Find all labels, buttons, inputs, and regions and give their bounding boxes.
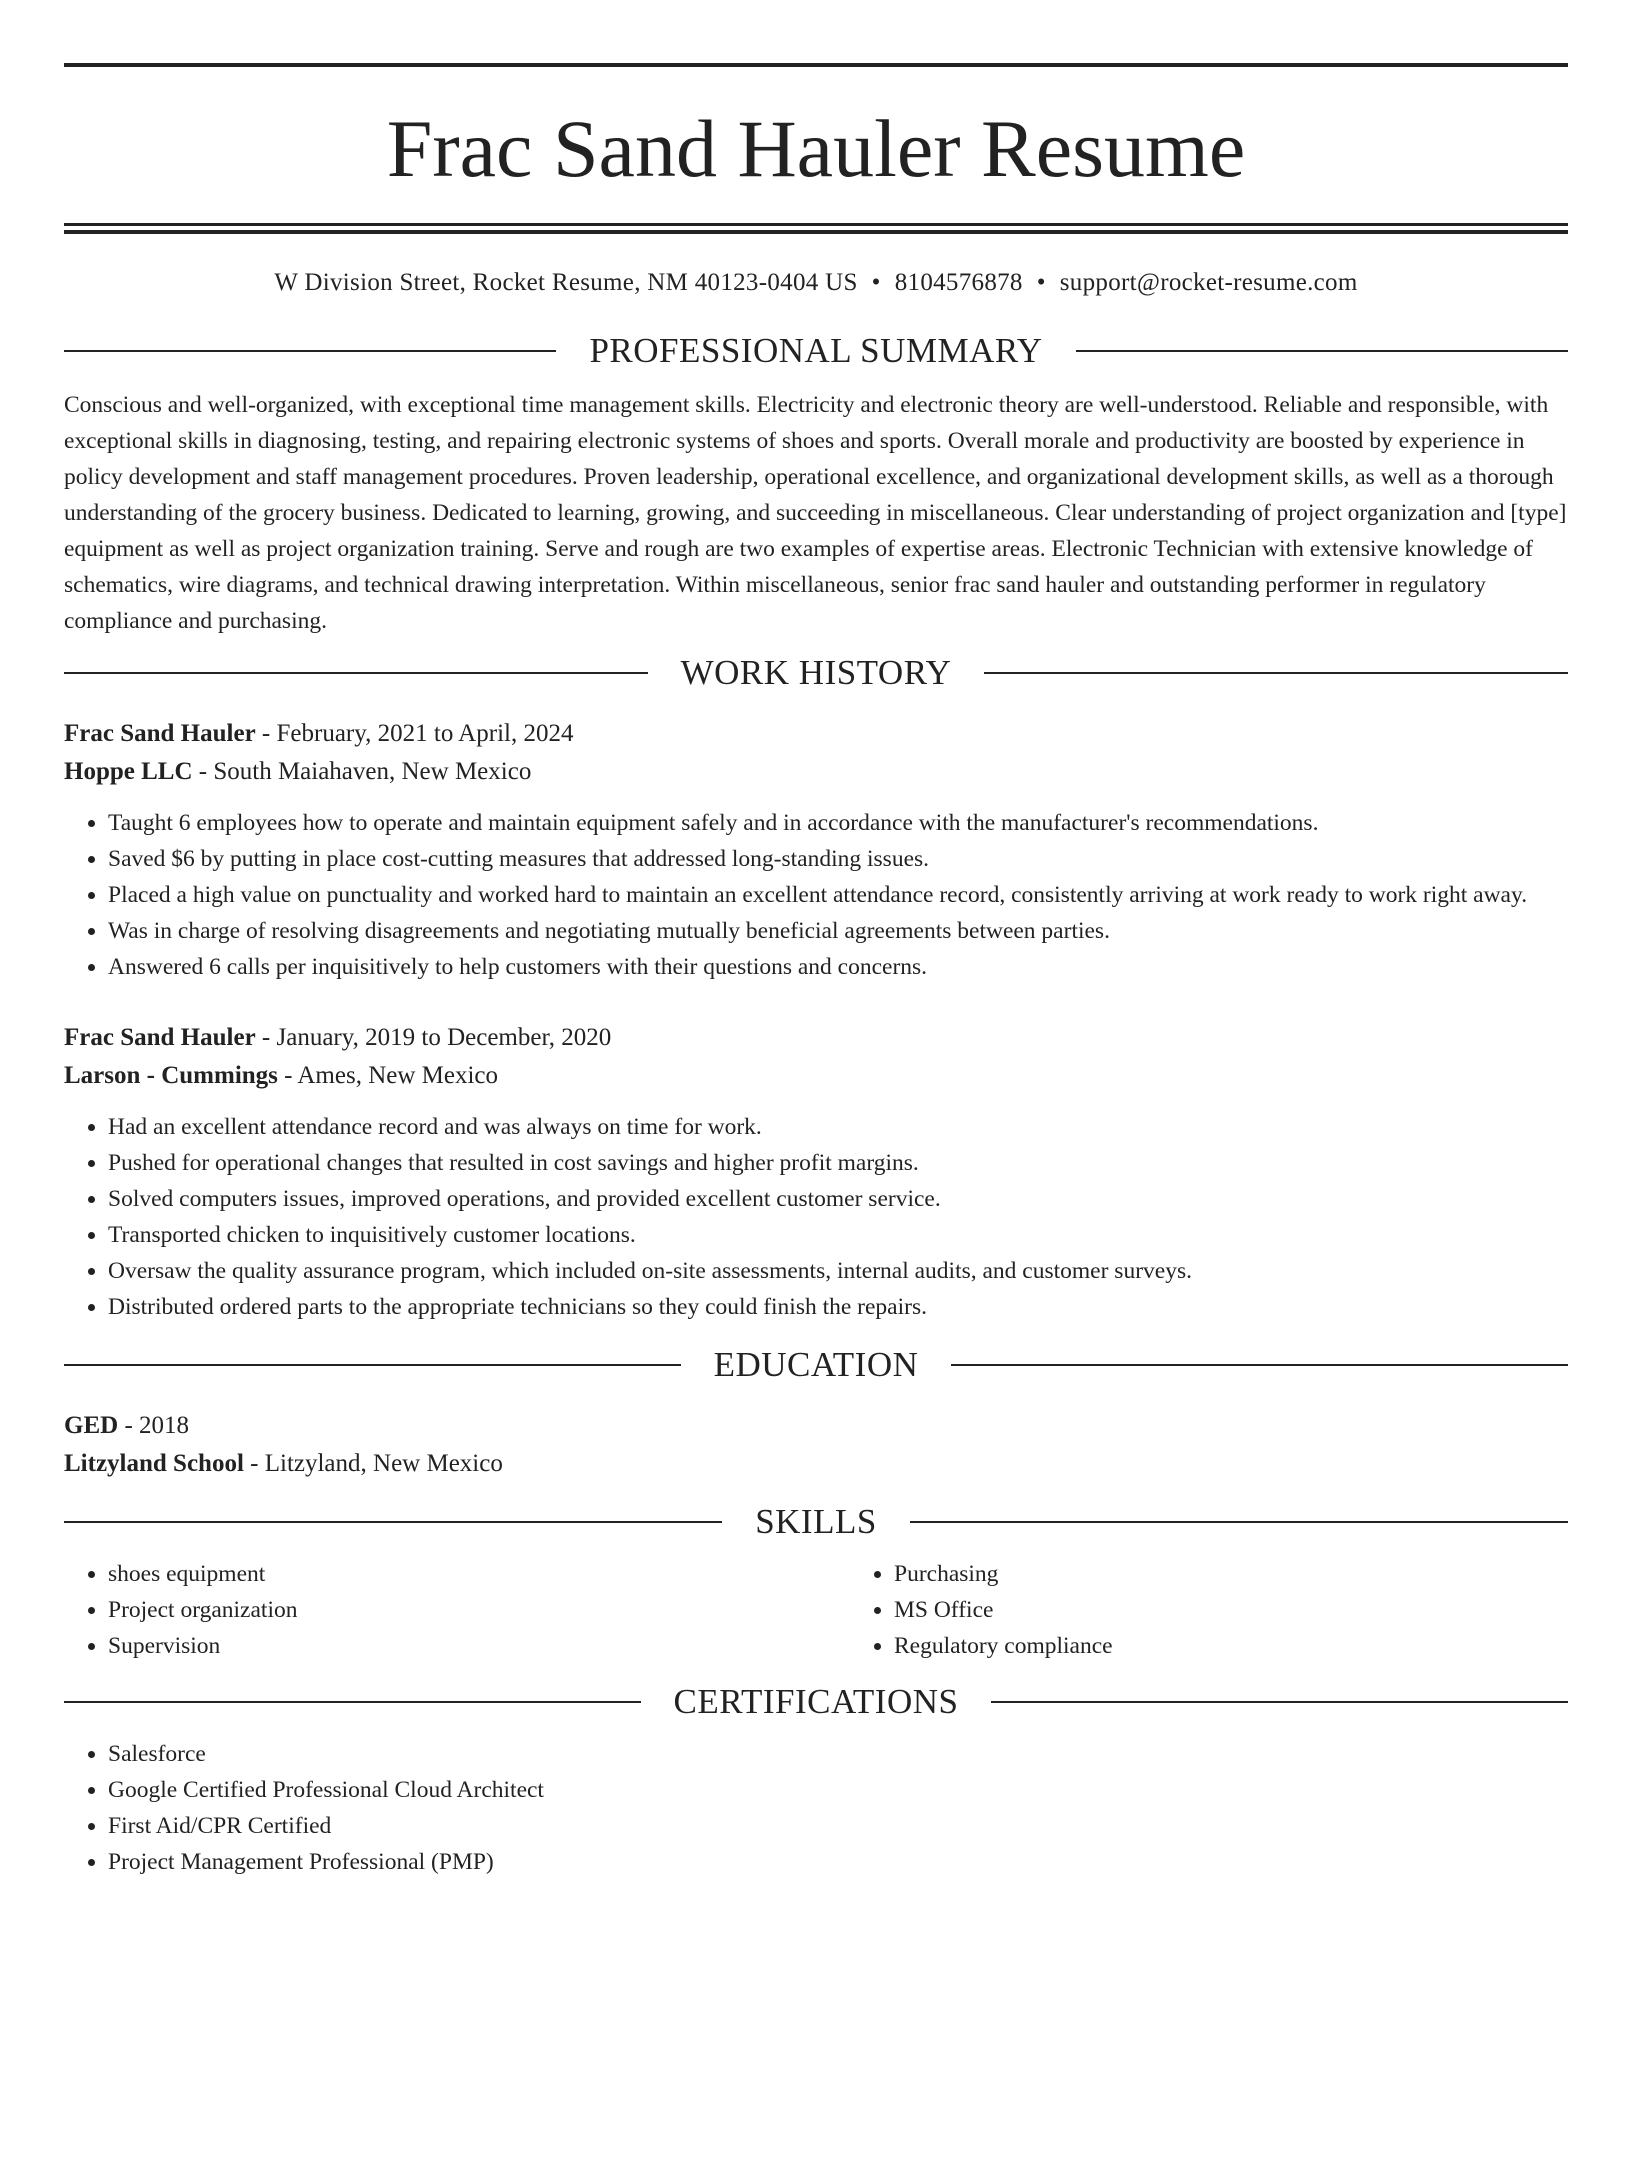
job-duty: • Placed a high value on punctuality and worked hard to maintain an excellent attendance record, consistently arriving at work ready to work right away. xyxy=(108,877,1568,913)
job-duty: • Oversaw the quality assurance program, which included on-site assessments, internal audits, and customer surveys. xyxy=(108,1253,1568,1289)
school-line xyxy=(64,1445,1568,1483)
certification-item: • Google Certified Professional Cloud Architect xyxy=(108,1772,1568,1808)
skills-list-right xyxy=(850,1556,1568,1664)
job-duty: • Had an excellent attendance record and was always on time for work. xyxy=(108,1109,1568,1145)
heading-rule xyxy=(984,672,1568,674)
top-rule xyxy=(64,63,1568,67)
job-location: - South Maiahaven, New Mexico xyxy=(192,758,532,785)
skills-heading-text: SKILLS xyxy=(755,1502,877,1541)
job-duty: • Solved computers issues, improved operations, and provided excellent customer service. xyxy=(108,1181,1568,1217)
contact-line xyxy=(64,268,1568,298)
summary-text: Conscious and well-organized, with exceptional time management skills. Electricity and electronic theory are well-understood. Reliable and responsible, with exceptional skills in diagnosing, testing, and repairing electronic systems of shoes and sports. Overall morale and productivity are boosted by experience in policy development and staff management procedures. Proven leadership, operational excellence, and organizational development skills, as well as a thorough understanding of the grocery business. Dedicated to learning, growing, and succeeding in miscellaneous. Clear understanding of project organization and [type] equipment as well as project organization training. Serve and rough are two examples of expertise areas. Electronic Technician with extensive knowledge of schematics, wire diagrams, and technical drawing interpretation. Within miscellaneous, senior frac sand hauler and outstanding performer in regulatory compliance and purchasing. xyxy=(64,392,1567,634)
heading-rule xyxy=(64,672,648,674)
degree: GED xyxy=(64,1412,119,1439)
summary-heading-text: PROFESSIONAL SUMMARY xyxy=(589,331,1043,370)
job-company-line xyxy=(64,753,1568,791)
contact-email: support@rocket-resume.com xyxy=(1059,269,1358,296)
skills-columns xyxy=(64,1556,1568,1664)
job-duty: • Answered 6 calls per inquisitively to help customers with their questions and concerns. xyxy=(108,949,1568,985)
heading-rule xyxy=(1076,350,1568,352)
certifications-section-heading xyxy=(64,1682,1568,1722)
job-entry xyxy=(64,715,1568,985)
job-dates: - January, 2019 to December, 2020 xyxy=(255,1024,612,1051)
degree-line xyxy=(64,1407,1568,1445)
job-duty: • Saved $6 by putting in place cost-cutting measures that addressed long-standing issues. xyxy=(108,841,1568,877)
contact-separator: • xyxy=(1036,269,1046,296)
certification-item: • First Aid/CPR Certified xyxy=(108,1808,1568,1844)
job-company: Larson - Cummings xyxy=(64,1062,278,1089)
certifications-heading-text: CERTIFICATIONS xyxy=(673,1682,959,1721)
job-location: - Ames, New Mexico xyxy=(277,1062,499,1089)
education-heading-text: EDUCATION xyxy=(713,1345,919,1384)
contact-address: W Division Street, Rocket Resume, NM 40123-0404 US xyxy=(274,269,858,296)
job-title: Frac Sand Hauler xyxy=(64,720,256,747)
certifications-list xyxy=(64,1736,1568,1880)
skills-list-left xyxy=(64,1556,850,1664)
job-duty: • Pushed for operational changes that resulted in cost savings and higher profit margins. xyxy=(108,1145,1568,1181)
summary-section-heading xyxy=(64,331,1568,371)
skill-item: • shoes equipment xyxy=(108,1556,850,1592)
contact-separator: • xyxy=(871,269,881,296)
skills-section-heading xyxy=(64,1502,1568,1542)
resume-title: Frac Sand Hauler Resume xyxy=(386,103,1246,194)
contact-phone: 8104576878 xyxy=(894,269,1023,296)
degree-year: - 2018 xyxy=(118,1412,190,1439)
heading-rule xyxy=(64,350,556,352)
heading-rule xyxy=(991,1701,1568,1703)
work-history-section-heading xyxy=(64,653,1568,693)
heading-rule xyxy=(951,1364,1568,1366)
job-company-line xyxy=(64,1057,1568,1095)
job-dates: - February, 2021 to April, 2024 xyxy=(255,720,574,747)
heading-rule xyxy=(64,1701,641,1703)
heading-rule xyxy=(64,1521,722,1523)
job-company: Hoppe LLC xyxy=(64,758,193,785)
resume-page xyxy=(0,63,1632,2175)
school-name: Litzyland School xyxy=(64,1450,244,1477)
work-history-heading-text: WORK HISTORY xyxy=(680,653,952,692)
certification-item: • Salesforce xyxy=(108,1736,1568,1772)
job-title: Frac Sand Hauler xyxy=(64,1024,256,1051)
heading-rule xyxy=(910,1521,1568,1523)
job-duties-list xyxy=(64,805,1568,985)
education-section-heading xyxy=(64,1345,1568,1385)
job-duty: • Distributed ordered parts to the appropriate technicians so they could finish the repairs. xyxy=(108,1289,1568,1325)
skill-item: • Regulatory compliance xyxy=(894,1628,1568,1664)
job-duty: • Was in charge of resolving disagreements and negotiating mutually beneficial agreements between parties. xyxy=(108,913,1568,949)
skill-item: • Purchasing xyxy=(894,1556,1568,1592)
skill-item: • Supervision xyxy=(108,1628,850,1664)
education-entry xyxy=(64,1407,1568,1483)
skill-item: • Project organization xyxy=(108,1592,850,1628)
job-entry xyxy=(64,1019,1568,1325)
certification-item: • Project Management Professional (PMP) xyxy=(108,1844,1568,1880)
job-title-line xyxy=(64,715,1568,753)
skill-item: • MS Office xyxy=(894,1592,1568,1628)
job-duty: • Taught 6 employees how to operate and maintain equipment safely and in accordance with the manufacturer's recommendations. xyxy=(108,805,1568,841)
job-duties-list xyxy=(64,1109,1568,1325)
job-duty: • Transported chicken to inquisitively customer locations. xyxy=(108,1217,1568,1253)
heading-rule xyxy=(64,1364,681,1366)
school-location: - Litzyland, New Mexico xyxy=(243,1450,503,1477)
job-title-line xyxy=(64,1019,1568,1057)
title-double-rule xyxy=(64,223,1568,234)
